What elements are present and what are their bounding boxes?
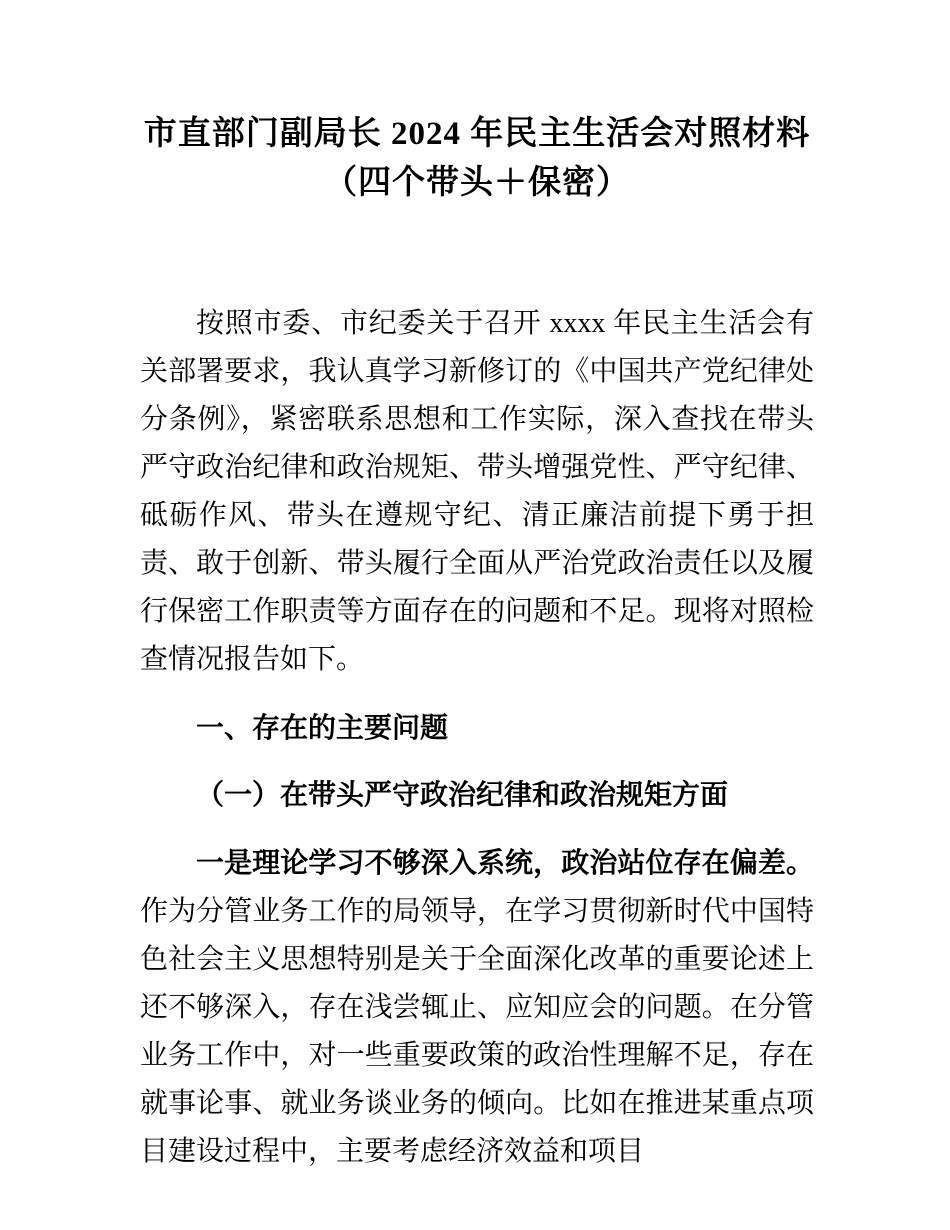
document-title-line1: 市直部门副局长 2024 年民主生活会对照材料 [143, 116, 811, 152]
document-title [140, 110, 814, 208]
document-title-line2: （四个带头＋保密） [324, 165, 630, 201]
section-heading-1: 一、存在的主要问题 [196, 712, 449, 743]
point-1-text: 作为分管业务工作的局领导，在学习贯彻新时代中国特色社会主义思想特别是关于全面深化改革的重要论述上还不够深入，存在浅尝辄止、应知应会的问题。在分管业务工作中，对一些重要政策的政治性理解不足，存在就事论事、就业务谈业务的倾向。比如在推进某重点项目建设过程中，主要考虑经济效益和项目 [140, 896, 814, 1167]
subsection-heading-1: （一）在带头严守政治纪律和政治规矩方面 [196, 779, 729, 810]
document-body [140, 300, 814, 1176]
intro-paragraph: 按照市委、市纪委关于召开 xxxx 年民主生活会有关部署要求，我认真学习新修订的《中国共产党纪律处分条例》，紧密联系思想和工作实际，深入查找在带头严守政治纪律和政治规矩、带头增强党性、严守纪律、砥砺作风、带头在遵规守纪、清正廉洁前提下勇于担责、敢于创新、带头履行全面从严治党政治责任以及履行保密工作职责等方面存在的问题和不足。现将对照检查情况报告如下。 [140, 308, 814, 675]
point-1-paragraph [140, 839, 814, 1176]
point-1-lead-bold: 一是理论学习不够深入系统，政治站位存在偏差。 [196, 847, 814, 878]
